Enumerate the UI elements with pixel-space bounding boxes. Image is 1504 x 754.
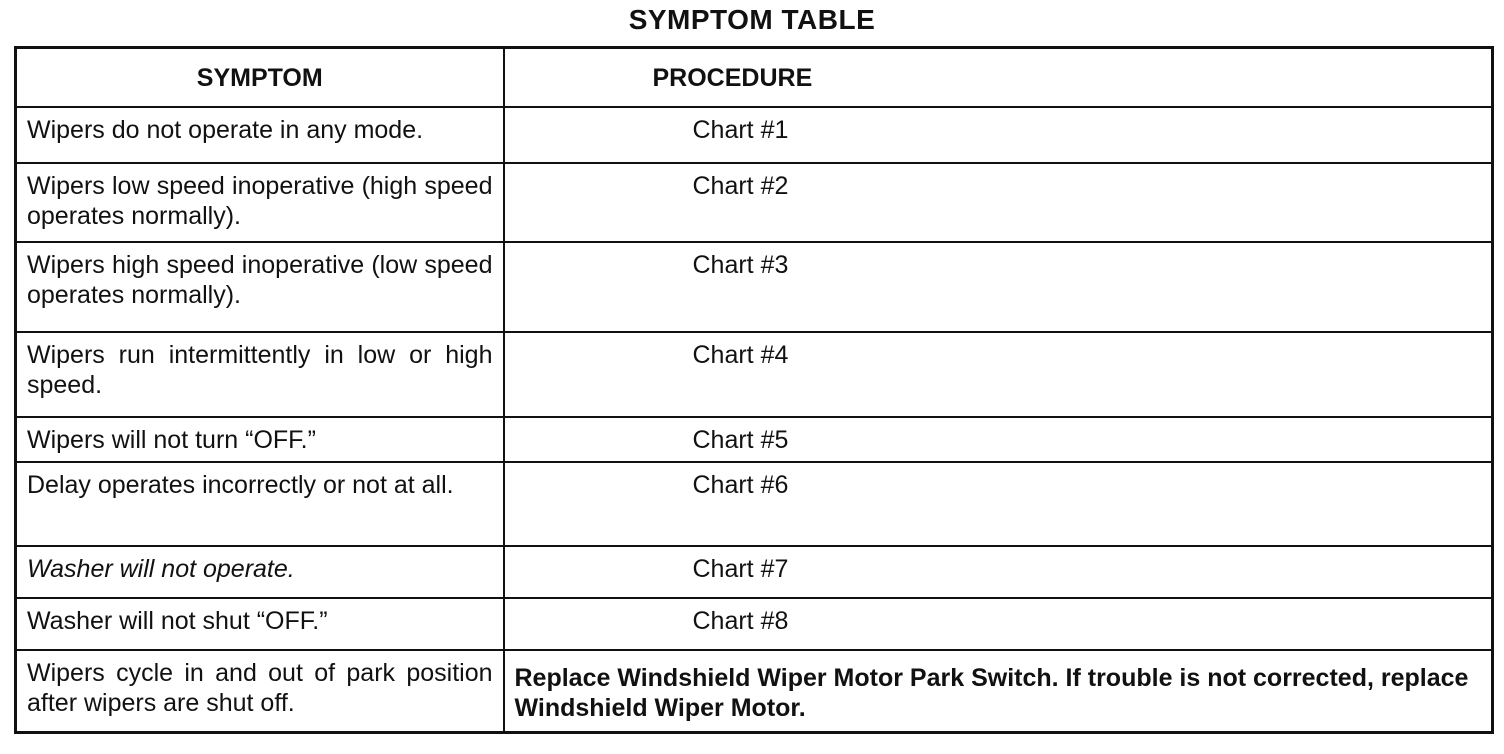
procedure-cell: Chart #5 (504, 417, 1493, 462)
symptom-cell: Wipers low speed inoperative (high speed operates normally). (16, 163, 504, 242)
table-row (16, 650, 1493, 732)
table-row (16, 598, 1493, 650)
column-header-symptom: SYMPTOM (16, 48, 504, 108)
symptom-table (14, 46, 1494, 734)
symptom-cell: Delay operates incorrectly or not at all. (16, 462, 504, 546)
procedure-cell: Chart #6 (504, 462, 1493, 546)
table-row (16, 462, 1493, 546)
page-title: SYMPTOM TABLE (628, 4, 876, 35)
procedure-cell: Chart #3 (504, 242, 1493, 332)
table-row (16, 546, 1493, 598)
procedure-cell: Replace Windshield Wiper Motor Park Switch. If trouble is not corrected, replace Windshield Wiper Motor. (504, 650, 1493, 732)
symptom-cell: Washer will not operate. (16, 546, 504, 598)
symptom-cell: Wipers run intermittently in low or high speed. (16, 332, 504, 417)
procedure-cell: Chart #2 (504, 163, 1493, 242)
table-row (16, 107, 1493, 163)
table-row (16, 332, 1493, 417)
symptom-cell: Wipers do not operate in any mode. (16, 107, 504, 163)
procedure-cell: Chart #8 (504, 598, 1493, 650)
procedure-cell: Chart #1 (504, 107, 1493, 163)
column-header-procedure: PROCEDURE (504, 48, 1493, 108)
symptom-cell: Washer will not shut “OFF.” (16, 598, 504, 650)
symptom-cell: Wipers cycle in and out of park position after wipers are shut off. (16, 650, 504, 732)
table-header-row (16, 48, 1493, 108)
procedure-cell: Chart #7 (504, 546, 1493, 598)
table-row (16, 242, 1493, 332)
symptom-cell: Wipers will not turn “OFF.” (16, 417, 504, 462)
table-row (16, 417, 1493, 462)
symptom-cell: Wipers high speed inoperative (low speed operates normally). (16, 242, 504, 332)
procedure-cell: Chart #4 (504, 332, 1493, 417)
table-row (16, 163, 1493, 242)
